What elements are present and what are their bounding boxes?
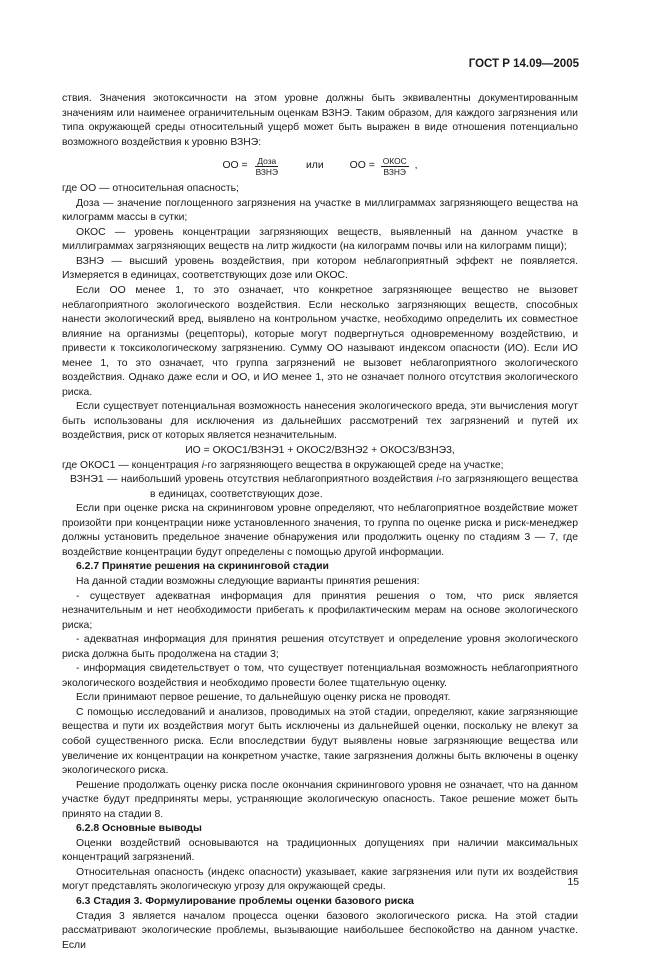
- paragraph: Если при оценке риска на скрининговом уровне определяют, что неблагоприятное воздействие может произойти при концентрации ниже установленного значения, то группа по оценке риска и риск-менеджер должны установить предельное значение обнаружения или продолжить оценку по стадиям 3 — 7, где воздействие концентрации будут определены с помощью другой информации.: [62, 503, 578, 558]
- formula-separator: или: [306, 159, 324, 171]
- fraction-numerator: Доза: [257, 155, 277, 166]
- list-item: - адекватная информация для принятия решения отсутствует и определение уровня экологического риска должна быть продолжена на стадии 3;: [62, 634, 578, 660]
- list-item: - информация свидетельствует о том, что существует потенциальная возможность неблагоприятного экологического воздействия и необходимо провести более тщательную оценку.: [62, 663, 578, 689]
- section-heading: 6.2.8 Основные выводы: [76, 823, 202, 835]
- fraction-numerator: ОКОС: [382, 155, 407, 166]
- definition-line: где ОКОС1 — концентрация i-го загрязняющего вещества в окружающей среде на участке;: [62, 459, 504, 471]
- definition-line: ОКОС — уровень концентрации загрязняющих веществ, выявленный на данном участке в миллиграммах загрязняющих веществ на литр жидкости (на килограмм почвы или на килограмм пищи);: [62, 226, 578, 253]
- paragraph: Оценки воздействий основываются на традиционных допущениях при наличии максимальных концентраций загрязнений.: [62, 837, 578, 864]
- fraction-dose: [254, 156, 280, 177]
- list-item: - существует адекватная информация для принятия решения о том, что риск является незначительным и нет необходимости прибегать к профилактическим мерам на основе экологического риска;: [62, 590, 578, 631]
- fraction-denominator: ВЗНЭ: [255, 166, 278, 177]
- definition-line: ВЗНЭ1 — наибольший уровень отсутствия неблагоприятного воздействия i-го загрязняющего вещества в единицах, соответствующих дозе.: [70, 474, 578, 500]
- paragraph: На данной стадии возможны следующие варианты принятия решения:: [76, 575, 420, 587]
- fraction-okos: [381, 156, 409, 177]
- formula-lhs: ОО =: [349, 159, 375, 171]
- page-number: 15: [567, 877, 579, 888]
- paragraph: Относительная опасность (индекс опасности) указывает, какие загрязнения или пути их воздействия могут представлять экологическую угрозу для окружающей среды.: [62, 866, 578, 893]
- definition-line: где ОО — относительная опасность;: [62, 183, 239, 195]
- formula-tail: ,: [414, 159, 418, 171]
- document-code: ГОСТ Р 14.09—2005: [468, 58, 579, 70]
- formula-lhs: ОО =: [222, 159, 248, 171]
- paragraph: Если принимают первое решение, то дальнейшую оценку риска не проводят.: [76, 692, 451, 704]
- paragraph: Если ОО менее 1, то это означает, что конкретное загрязняющее вещество не вызовет неблагоприятного экологического воздействия. Если несколько загрязняющих веществ, способных нанести экологический вред, выявлено на контрольном участке, необходимо определить их совместное влияние на организмы (рецепторы), которые могут подвергнуться одновременному воздействию, и привести к токсикологическому загрязнению. Сумму ОО называют индексом опасности (ИО). Если ИО менее 1, то это означает, что группа загрязнений не вызовет неблагоприятного экологического воздействия. Однако даже если и ОО, и ИО менее 1, это не означает полного отсутствия экологического риска.: [62, 285, 578, 398]
- formula-hazard-index: ИО = ОКОС1/ВЗНЭ1 + ОКОС2/ВЗНЭ2 + ОКОС3/ВЗНЭ3,: [185, 445, 455, 457]
- page-body: [62, 92, 578, 953]
- definition-line: Доза — значение поглощенного загрязнения на участке в миллиграммах загрязняющего вещества на килограмм массы в сутки;: [62, 197, 578, 224]
- definition-line: ВЗНЭ — высший уровень воздействия, при котором неблагоприятный эффект не появляется. Измеряется в единицах, соответствующих дозе или ОКОС.: [62, 255, 578, 282]
- section-heading: 6.2.7 Принятие решения на скрининговой стадии: [76, 561, 329, 573]
- paragraph: Решение продолжать оценку риска после окончания скринингового уровня не означает, что на данном участке будут предприняты меры, устраняющие экологическую опасность. Такое решение может быть принято на стадии 8.: [62, 779, 578, 820]
- paragraph: Если существует потенциальная возможность нанесения экологического вреда, эти вычисления могут быть использованы для исключения из дальнейших рассмотрений тех загрязнений и путей их воздействия, риск от которых является незначительным.: [62, 401, 578, 442]
- paragraph: ствия. Значения экотоксичности на этом уровне должны быть эквивалентны документированным значениям или наименее ограничительным оценкам ВЗНЭ. Таким образом, для каждого загрязнения или типа окружающей среды относительный ущерб может быть выражен в виде отношения потенциально возможного воздействия к уровню ВЗНЭ:: [62, 93, 578, 148]
- fraction-denominator: ВЗНЭ: [383, 166, 406, 177]
- paragraph: С помощью исследований и анализов, проводимых на этой стадии, определяют, какие загрязняющие вещества и пути их воздействия могут быть исключены из дальнейшей оценки, поскольку не влекут за собой существенного риска. Если впоследствии будут выявлены новые загрязняющие вещества или увеличение их концентрации на конкретном участке, такие загрязнения должны быть включены в оценку экологического риска.: [62, 706, 578, 777]
- section-heading: 6.3 Стадия 3. Формулирование проблемы оценки базового риска: [76, 895, 414, 907]
- formula-relative-hazard: [62, 151, 578, 181]
- paragraph: Стадия 3 является началом процесса оценки базового экологического риска. На этой стадии рассматривают экологические проблемы, вызывающие наибольшее беспокойство на данном участке. Если: [62, 910, 578, 951]
